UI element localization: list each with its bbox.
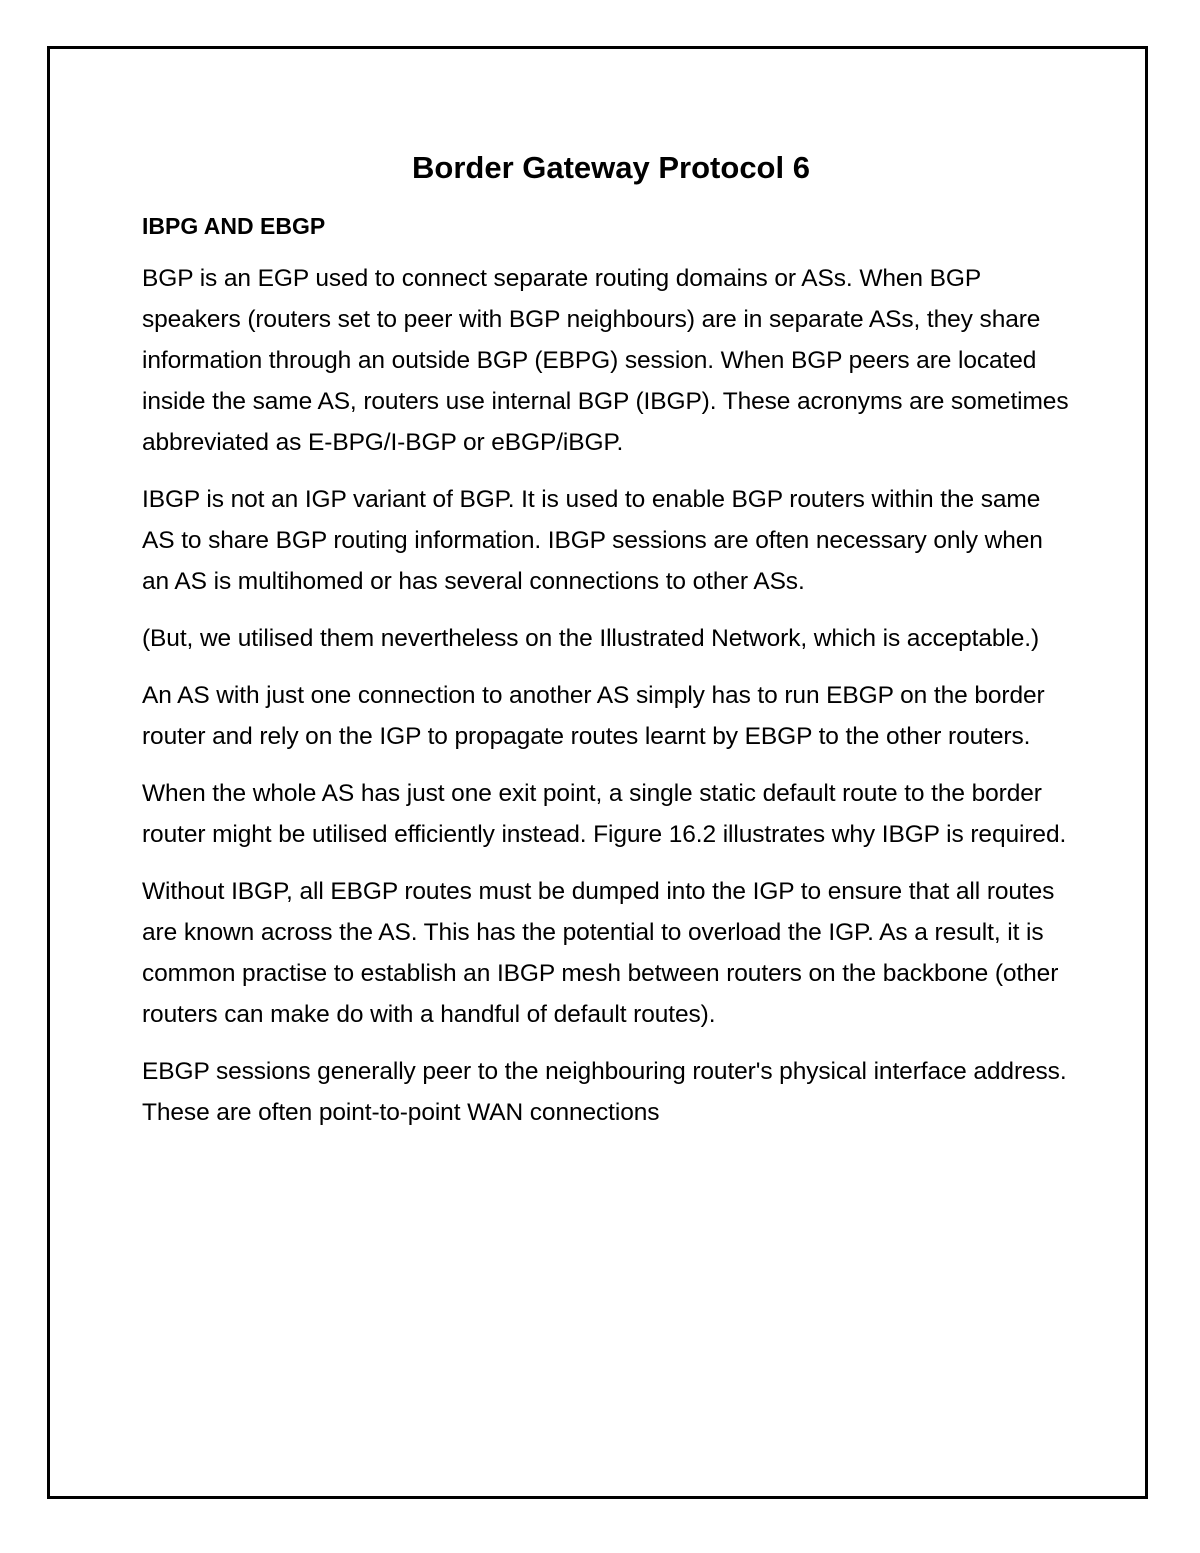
document-body	[142, 146, 1072, 1149]
paragraph-5: When the whole AS has just one exit point, a single static default route to the border router might be utilised efficiently instead. Figure 16.2 illustrates why IBGP is required.	[142, 780, 1067, 848]
paragraph-3: (But, we utilised them nevertheless on the Illustrated Network, which is acceptable.)	[142, 625, 1040, 652]
paragraph-4: An AS with just one connection to another AS simply has to run EBGP on the border router and rely on the IGP to propagate routes learnt by EBGP to the other routers.	[142, 682, 1045, 750]
paragraph-2: IBGP is not an IGP variant of BGP. It is used to enable BGP routers within the same AS to share BGP routing information. IBGP sessions are often necessary only when an AS is multihomed or has several connections to other ASs.	[142, 486, 1043, 595]
paragraph-1: BGP is an EGP used to connect separate routing domains or ASs. When BGP speakers (routers set to peer with BGP neighbours) are in separate ASs, they share information through an outside BGP (EBPG) session. When BGP peers are located inside the same AS, routers use internal BGP (IBGP). These acronyms are sometimes abbreviated as E-BPG/I-BGP or eBGP/iBGP.	[142, 265, 1069, 456]
paragraph-6: Without IBGP, all EBGP routes must be dumped into the IGP to ensure that all routes are known across the AS. This has the potential to overload the IGP. As a result, it is common practise to establish an IBGP mesh between routers on the backbone (other routers can make do with a handful of default routes).	[142, 878, 1059, 1028]
section-heading: IBPG AND EBGP	[142, 213, 326, 239]
page-title: Border Gateway Protocol 6	[412, 150, 810, 185]
paragraph-7: EBGP sessions generally peer to the neighbouring router's physical interface address. These are often point-to-point WAN connections	[142, 1058, 1067, 1126]
